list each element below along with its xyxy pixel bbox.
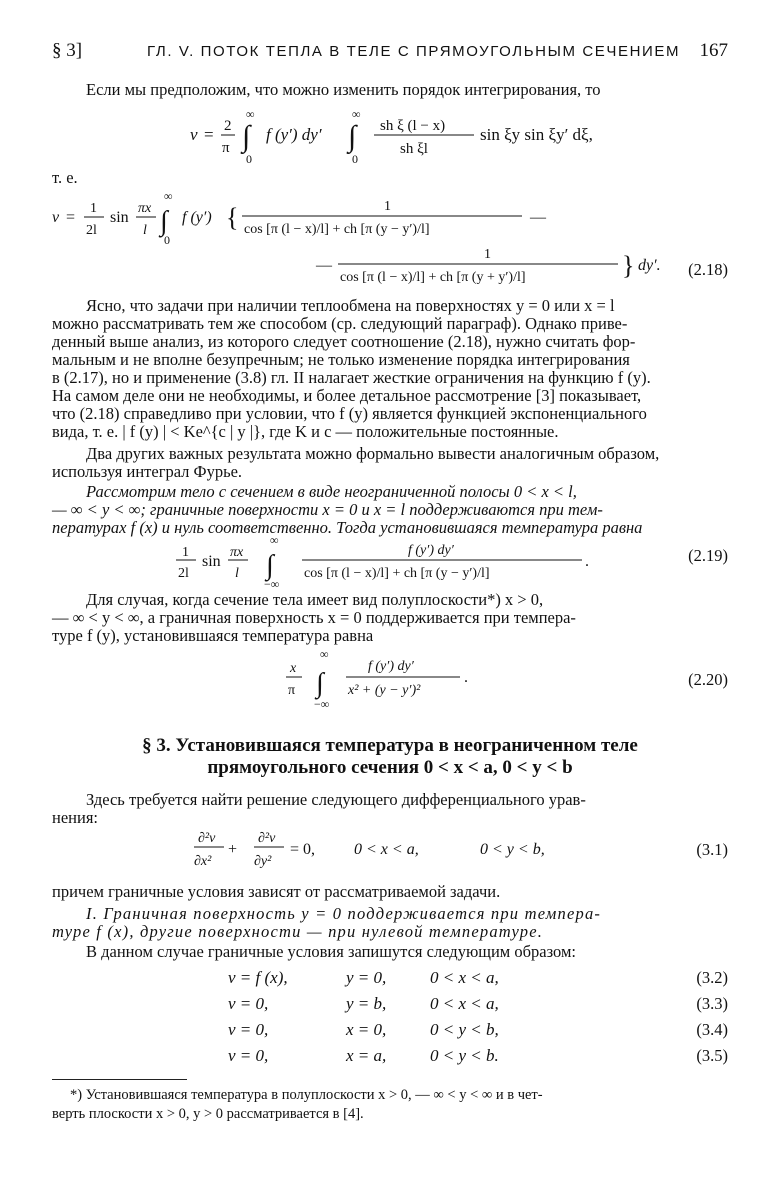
footnote-line-0: *) Установившаяся температура в полуплоскости x > 0, — ∞ < y < ∞ и в чет- <box>70 1087 543 1103</box>
svg-text:2: 2 <box>224 118 232 134</box>
svg-text:∞: ∞ <box>164 189 173 203</box>
running-header <box>52 40 728 66</box>
svg-text:—: — <box>316 257 332 274</box>
svg-text:l: l <box>235 566 239 581</box>
formula-2-19-render <box>52 536 728 590</box>
bc-mid: x = a, <box>346 1046 387 1065</box>
svg-text:sh ξ (l − x): sh ξ (l − x) <box>380 118 446 134</box>
intro-line: Если мы предположим, что можно изменить порядок интегрирования, то <box>86 80 601 99</box>
eq-number-3-2: (3.2) <box>696 968 728 987</box>
svg-text:∫: ∫ <box>316 668 324 699</box>
svg-text:∫: ∫ <box>160 206 168 237</box>
para1-line-2: денный выше анализ, из которого следует соотношение (2.18), нужно считать фор- <box>52 332 636 351</box>
bc-lhs: v = 0, <box>228 1046 269 1065</box>
svg-text:1: 1 <box>90 201 97 216</box>
svg-text:0: 0 <box>352 152 358 164</box>
bc-lhs: v = f (x), <box>228 968 288 987</box>
svg-text:sin ξy sin ξy′ dξ,: sin ξy sin ξy′ dξ, <box>480 125 593 144</box>
svg-text:dy′.: dy′. <box>638 257 661 274</box>
para1-line-7: вида, т. е. | f (y) | < Ke^{c | y |}, где K и c — положительные постоянные. <box>52 422 559 441</box>
section-heading-line-0: § 3. Установившаяся температура в неограниченном теле <box>142 735 638 756</box>
svg-text:1: 1 <box>484 247 491 262</box>
svg-text:—: — <box>530 209 546 226</box>
svg-text:f (y′) dy′: f (y′) dy′ <box>368 659 414 674</box>
eq-number-3-4: (3.4) <box>696 1020 728 1039</box>
formula-1 <box>52 108 728 164</box>
svg-text:cos [π (l − x)/l] + ch [π (y −: cos [π (l − x)/l] + ch [π (y − y′)/l] <box>244 222 430 237</box>
svg-text:}: } <box>622 251 635 280</box>
svg-text:∞: ∞ <box>270 536 279 547</box>
para3-line-1: — ∞ < y < ∞; граничные поверхности x = 0 и x = l поддерживаются при тем- <box>52 500 603 519</box>
svg-text:sin: sin <box>202 553 221 570</box>
svg-text:−∞: −∞ <box>314 697 330 710</box>
svg-text:0 < y < b,: 0 < y < b, <box>480 841 545 858</box>
bc-row-3-4 <box>52 1020 728 1042</box>
para1-line-0: Ясно, что задачи при наличии теплообмена на поверхностях y = 0 или x = l <box>86 296 615 315</box>
svg-text:π: π <box>222 140 230 156</box>
svg-text:=: = <box>204 125 214 144</box>
svg-text:l: l <box>143 223 147 238</box>
svg-text:πx: πx <box>230 545 244 560</box>
svg-text:x: x <box>290 661 297 676</box>
para8: В данном случае граничные условия запишутся следующим образом: <box>86 942 576 961</box>
bc-mid: y = 0, <box>346 968 387 987</box>
svg-text:0 < x < a,: 0 < x < a, <box>354 841 419 858</box>
para5-line-0: Здесь требуется найти решение следующего дифференциального урав- <box>86 790 586 809</box>
svg-text:{: { <box>226 203 239 232</box>
svg-text:∫: ∫ <box>348 120 357 153</box>
svg-text:∂y²: ∂y² <box>254 854 272 869</box>
formula-1-render <box>52 108 728 164</box>
para4-line-2: туре f (y), установившаяся температура равна <box>52 626 374 645</box>
svg-text:∞: ∞ <box>352 108 361 121</box>
svg-text:∂x²: ∂x² <box>194 854 212 869</box>
svg-text:0: 0 <box>246 152 252 164</box>
svg-text:1: 1 <box>182 545 189 560</box>
svg-text:2l: 2l <box>178 566 189 581</box>
para4-line-1: — ∞ < y < ∞, а граничная поверхность x = 0 поддерживается при темпера- <box>52 608 576 627</box>
formula-3-1-render <box>52 824 728 874</box>
svg-text:∫: ∫ <box>242 120 251 153</box>
formula-2-20-render <box>52 648 728 710</box>
svg-text:2l: 2l <box>86 223 97 238</box>
eq-number-2-20: (2.20) <box>688 670 728 689</box>
header-section: § 3] <box>52 40 83 61</box>
svg-text:= 0,: = 0, <box>290 841 316 858</box>
eq-number-2-19: (2.19) <box>688 546 728 565</box>
para3-line-0: Рассмотрим тело с сечением в виде неограниченной полосы 0 < x < l, <box>86 482 577 501</box>
svg-text:0: 0 <box>164 233 170 247</box>
formula-2-18-render <box>52 188 728 288</box>
page-number: 167 <box>699 40 728 61</box>
svg-text:f (y′): f (y′) <box>182 209 212 226</box>
para1-line-4: в (2.17), но и применение (3.8) гл. II налагает жесткие ограничения на функцию f (y). <box>52 368 651 387</box>
svg-text:∂²v: ∂²v <box>258 831 276 846</box>
bc-row-3-5 <box>52 1046 728 1068</box>
eq-number-3-3: (3.3) <box>696 994 728 1013</box>
bc-rhs: 0 < x < a, <box>430 968 499 987</box>
svg-text:v: v <box>190 125 198 144</box>
svg-text:v: v <box>52 209 60 226</box>
bc-lhs: v = 0, <box>228 994 269 1013</box>
footnote-line-1: верть плоскости x > 0, y > 0 рассматривается в [4]. <box>52 1106 364 1122</box>
svg-text:πx: πx <box>138 201 152 216</box>
para1-line-6: что (2.18) справедливо при условии, что f (y) является функцией экспоненциального <box>52 404 647 423</box>
svg-text:sh ξl: sh ξl <box>400 141 428 157</box>
formula-2-18 <box>52 188 728 288</box>
svg-text:f (y′) dy′: f (y′) dy′ <box>266 125 322 144</box>
svg-text:.: . <box>464 669 468 686</box>
bc-row-3-3 <box>52 994 728 1016</box>
svg-text:π: π <box>288 683 296 698</box>
eq-number-3-5: (3.5) <box>696 1046 728 1065</box>
eq-number-3-1: (3.1) <box>696 840 728 859</box>
para5-line-1: нения: <box>52 808 98 827</box>
bc-lhs: v = 0, <box>228 1020 269 1039</box>
formula-2-20 <box>52 648 728 710</box>
svg-text:∞: ∞ <box>320 648 329 661</box>
svg-text:sin: sin <box>110 209 129 226</box>
para2-line-0: Два других важных результата можно формально вывести аналогичным образом, <box>86 444 660 463</box>
svg-text:x² + (y − y′)²: x² + (y − y′)² <box>348 683 421 698</box>
svg-text:+: + <box>228 841 238 858</box>
te-text: т. е. <box>52 168 78 187</box>
para6: причем граничные условия зависят от рассматриваемой задачи. <box>52 882 501 901</box>
para3-line-2: пературах f (x) и нуль соответственно. Тогда установившаяся температура равна <box>52 518 643 537</box>
formula-2-19 <box>52 536 728 590</box>
svg-text:.: . <box>585 553 589 570</box>
bc-rhs: 0 < x < a, <box>430 994 499 1013</box>
bc-rhs: 0 < y < b. <box>430 1046 499 1065</box>
formula-3-1 <box>52 824 728 874</box>
bc-mid: y = b, <box>346 994 387 1013</box>
bc-rhs: 0 < y < b, <box>430 1020 499 1039</box>
para4-line-0: Для случая, когда сечение тела имеет вид полуплоскости*) x > 0, <box>86 590 544 609</box>
para1-line-5: На самом деле они не необходимы, и более детальное рассмотрение [3] показывает, <box>52 386 642 405</box>
bc-row-3-2 <box>52 968 728 990</box>
footnote-rule <box>52 1079 187 1080</box>
svg-text:∞: ∞ <box>246 108 255 121</box>
svg-text:1: 1 <box>384 199 391 214</box>
bc-mid: x = 0, <box>346 1020 387 1039</box>
svg-text:∫: ∫ <box>266 550 274 581</box>
svg-text:f (y′) dy′: f (y′) dy′ <box>408 543 454 558</box>
eq-number-2-18: (2.18) <box>688 260 728 279</box>
svg-text:=: = <box>66 209 76 226</box>
para7-line-0: I. Граничная поверхность y = 0 поддерживается при темпера- <box>86 904 602 923</box>
section-heading-line-1: прямоугольного сечения 0 < x < a, 0 < y < b <box>207 757 573 778</box>
para1-line-1: можно рассматривать тем же способом (ср. следующий параграф). Однако приве- <box>52 314 628 333</box>
svg-text:cos [π (l − x)/l] + ch [π (y −: cos [π (l − x)/l] + ch [π (y − y′)/l] <box>304 566 490 581</box>
para2-line-1: используя интеграл Фурье. <box>52 462 243 481</box>
svg-text:cos [π (l − x)/l] + ch [π (y +: cos [π (l − x)/l] + ch [π (y + y′)/l] <box>340 270 526 285</box>
para7-line-1: туре f (x), другие поверхности — при нулевой температуре. <box>52 922 544 941</box>
svg-text:∂²v: ∂²v <box>198 831 216 846</box>
header-title: ГЛ. V. ПОТОК ТЕПЛА В ТЕЛЕ С ПРЯМОУГОЛЬНЫМ СЕЧЕНИЕМ <box>147 43 681 60</box>
svg-text:−∞: −∞ <box>264 577 280 590</box>
para1-line-3: мальным и не вполне безупречным; не только изменение порядка интегрирования <box>52 350 630 369</box>
